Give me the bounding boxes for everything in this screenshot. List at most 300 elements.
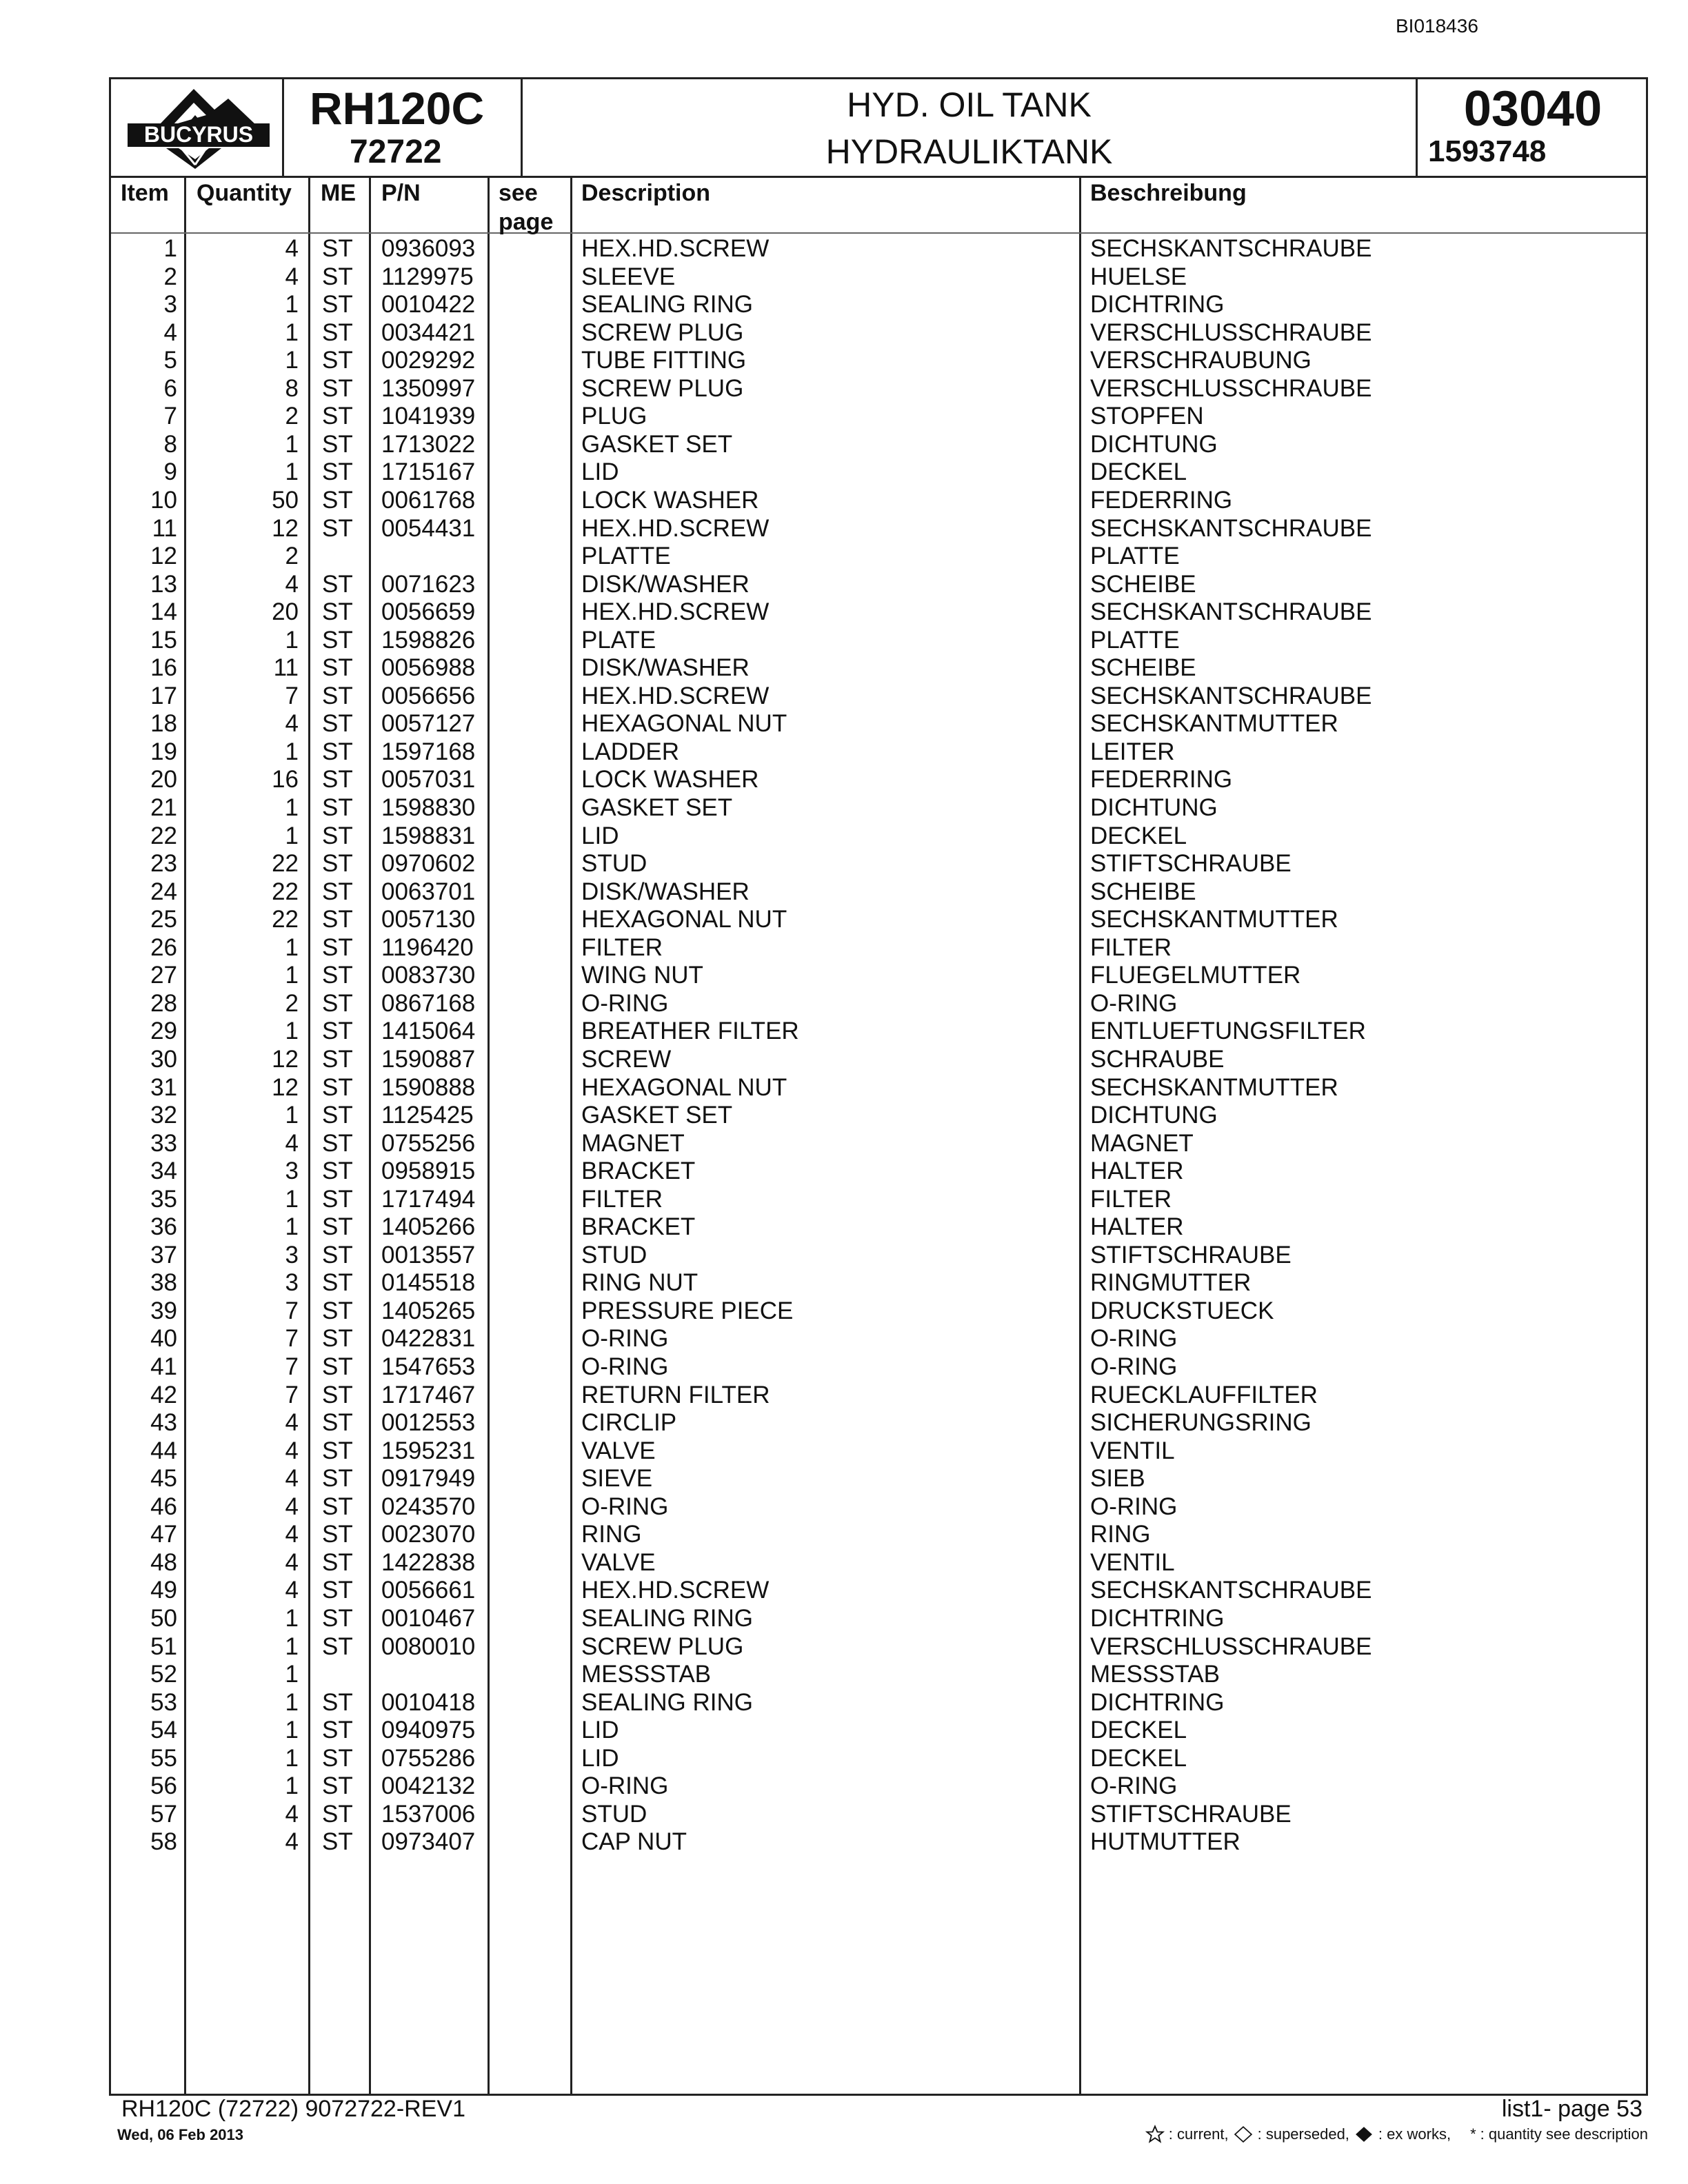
row-me: ST xyxy=(322,1632,353,1660)
row-quantity: 3 xyxy=(285,1269,299,1297)
row-pn: 0056988 xyxy=(381,654,476,682)
row-me: ST xyxy=(322,1381,353,1408)
table-row xyxy=(111,1772,1646,1801)
row-item: 25 xyxy=(150,906,177,933)
row-quantity: 1 xyxy=(285,1661,299,1688)
row-quantity: 1 xyxy=(285,291,299,318)
table-row xyxy=(111,1465,1646,1493)
document-id: BI018436 xyxy=(1396,15,1478,37)
row-beschreibung: SCHEIBE xyxy=(1090,570,1196,598)
row-quantity: 1 xyxy=(285,1102,299,1129)
row-me: ST xyxy=(322,1717,353,1744)
row-quantity: 3 xyxy=(285,1241,299,1268)
row-description: CAP NUT xyxy=(581,1828,687,1856)
row-pn: 0917949 xyxy=(381,1465,476,1493)
row-beschreibung: VERSCHLUSSCHRAUBE xyxy=(1090,318,1372,346)
row-pn: 0010418 xyxy=(381,1688,476,1716)
row-beschreibung: SECHSKANTSCHRAUBE xyxy=(1090,514,1372,542)
col-header-pn: P/N xyxy=(381,180,421,206)
row-pn: 1595231 xyxy=(381,1437,476,1464)
row-quantity: 12 xyxy=(272,1073,299,1101)
row-quantity: 4 xyxy=(285,1465,299,1493)
row-me: ST xyxy=(322,850,353,878)
row-me: ST xyxy=(322,933,353,961)
row-me: ST xyxy=(322,1129,353,1157)
row-beschreibung: PLATTE xyxy=(1090,543,1180,570)
row-description: FILTER xyxy=(581,1185,663,1213)
row-me: ST xyxy=(322,458,353,486)
row-description: O-RING xyxy=(581,1353,669,1380)
row-pn: 1598831 xyxy=(381,822,476,849)
row-description: GASKET SET xyxy=(581,430,733,458)
row-beschreibung: DECKEL xyxy=(1090,822,1187,849)
row-item: 19 xyxy=(150,738,177,765)
row-beschreibung: DICHTRING xyxy=(1090,291,1225,318)
table-row xyxy=(111,1297,1646,1326)
footer-page-ref: list1- page 53 xyxy=(1501,2096,1642,2122)
row-me: ST xyxy=(322,1325,353,1353)
table-row xyxy=(111,1269,1646,1297)
row-pn: 1415064 xyxy=(381,1018,476,1045)
row-pn: 0057127 xyxy=(381,710,476,738)
table-row xyxy=(111,1186,1646,1214)
row-pn: 0012553 xyxy=(381,1409,476,1437)
row-quantity: 2 xyxy=(285,989,299,1017)
row-beschreibung: DICHTRING xyxy=(1090,1688,1225,1716)
table-row xyxy=(111,1325,1646,1353)
row-pn: 1547653 xyxy=(381,1353,476,1380)
row-description: STUD xyxy=(581,1800,647,1828)
row-quantity: 1 xyxy=(285,933,299,961)
row-pn: 0056659 xyxy=(381,598,476,626)
row-description: HEXAGONAL NUT xyxy=(581,906,787,933)
row-description: PLATE xyxy=(581,626,656,654)
row-pn: 0071623 xyxy=(381,570,476,598)
row-me: ST xyxy=(322,962,353,989)
footer-legend xyxy=(1145,2125,1648,2144)
table-row xyxy=(111,431,1646,459)
table-row xyxy=(111,627,1646,655)
row-item: 5 xyxy=(163,347,177,374)
row-item: 47 xyxy=(150,1521,177,1548)
row-me: ST xyxy=(322,374,353,402)
row-description: SCREW PLUG xyxy=(581,1632,744,1660)
row-pn: 0867168 xyxy=(381,989,476,1017)
row-pn: 0034421 xyxy=(381,318,476,346)
legend-current: : current, xyxy=(1168,2125,1229,2143)
table-row xyxy=(111,990,1646,1018)
row-beschreibung: DECKEL xyxy=(1090,458,1187,486)
row-beschreibung: RINGMUTTER xyxy=(1090,1269,1252,1297)
table-row xyxy=(111,263,1646,292)
legend-qty-mark: * xyxy=(1470,2125,1476,2143)
row-quantity: 1 xyxy=(285,822,299,849)
row-item: 12 xyxy=(150,543,177,570)
row-quantity: 1 xyxy=(285,1604,299,1632)
row-description: HEX.HD.SCREW xyxy=(581,598,770,626)
row-pn: 0010422 xyxy=(381,291,476,318)
row-pn: 0145518 xyxy=(381,1269,476,1297)
table-row xyxy=(111,1437,1646,1466)
row-item: 49 xyxy=(150,1577,177,1604)
row-beschreibung: STIFTSCHRAUBE xyxy=(1090,1800,1292,1828)
row-pn: 0080010 xyxy=(381,1632,476,1660)
row-quantity: 1 xyxy=(285,962,299,989)
row-pn: 0755286 xyxy=(381,1744,476,1772)
table-row xyxy=(111,1353,1646,1382)
row-description: SLEEVE xyxy=(581,263,676,290)
row-description: SCREW PLUG xyxy=(581,374,744,402)
row-pn: 0029292 xyxy=(381,347,476,374)
row-pn: 1715167 xyxy=(381,458,476,486)
table-row xyxy=(111,1633,1646,1661)
row-pn: 1590887 xyxy=(381,1045,476,1073)
row-quantity: 2 xyxy=(285,403,299,430)
row-me: ST xyxy=(322,598,353,626)
row-pn: 0010467 xyxy=(381,1604,476,1632)
title-block xyxy=(111,79,1646,178)
row-description: LID xyxy=(581,1744,619,1772)
row-pn: 0056656 xyxy=(381,682,476,709)
row-me: ST xyxy=(322,291,353,318)
col-header-me: ME xyxy=(321,180,356,206)
row-beschreibung: DICHTUNG xyxy=(1090,794,1218,821)
row-me: ST xyxy=(322,794,353,821)
row-description: RING NUT xyxy=(581,1269,699,1297)
row-me: ST xyxy=(322,1185,353,1213)
table-row xyxy=(111,403,1646,431)
row-item: 34 xyxy=(150,1157,177,1185)
row-me: ST xyxy=(322,1102,353,1129)
row-description: SEALING RING xyxy=(581,1604,753,1632)
row-pn: 0063701 xyxy=(381,878,476,905)
row-me: ST xyxy=(322,1688,353,1716)
row-description: LID xyxy=(581,458,619,486)
row-me: ST xyxy=(322,1577,353,1604)
row-item: 58 xyxy=(150,1828,177,1856)
group-number: 03040 xyxy=(1463,81,1602,136)
row-me: ST xyxy=(322,263,353,290)
row-item: 21 xyxy=(150,794,177,821)
row-description: SCREW xyxy=(581,1045,672,1073)
row-me: ST xyxy=(322,1744,353,1772)
row-quantity: 1 xyxy=(285,794,299,821)
table-row xyxy=(111,235,1646,263)
row-item: 44 xyxy=(150,1437,177,1464)
table-row xyxy=(111,1605,1646,1633)
row-item: 40 xyxy=(150,1325,177,1353)
row-quantity: 4 xyxy=(285,1437,299,1464)
row-pn: 0958915 xyxy=(381,1157,476,1185)
row-me: ST xyxy=(322,1493,353,1520)
row-beschreibung: STIFTSCHRAUBE xyxy=(1090,1241,1292,1268)
row-item: 10 xyxy=(150,486,177,514)
row-pn: 1196420 xyxy=(381,933,474,961)
row-description: O-RING xyxy=(581,989,669,1017)
row-description: VALVE xyxy=(581,1437,656,1464)
table-row xyxy=(111,347,1646,375)
row-beschreibung: VERSCHRAUBUNG xyxy=(1090,347,1312,374)
row-quantity: 3 xyxy=(285,1157,299,1185)
table-row xyxy=(111,1242,1646,1270)
row-quantity: 22 xyxy=(272,878,299,905)
row-quantity: 12 xyxy=(272,514,299,542)
row-quantity: 1 xyxy=(285,458,299,486)
table-row xyxy=(111,375,1646,403)
table-row xyxy=(111,710,1646,738)
row-description: SEALING RING xyxy=(581,1688,753,1716)
row-beschreibung: SIEB xyxy=(1090,1465,1145,1493)
row-item: 48 xyxy=(150,1548,177,1576)
legend-exworks: : ex works, xyxy=(1378,2125,1451,2143)
row-pn: 1598826 xyxy=(381,626,476,654)
table-row xyxy=(111,1745,1646,1773)
row-item: 54 xyxy=(150,1717,177,1744)
row-beschreibung: SECHSKANTSCHRAUBE xyxy=(1090,235,1372,262)
parts-list-frame xyxy=(109,77,1648,2096)
row-pn: 1713022 xyxy=(381,430,476,458)
row-quantity: 12 xyxy=(272,1045,299,1073)
row-item: 38 xyxy=(150,1269,177,1297)
title-german: HYDRAULIKTANK xyxy=(825,132,1113,171)
row-beschreibung: HALTER xyxy=(1090,1213,1184,1241)
row-description: RING xyxy=(581,1521,642,1548)
row-pn: 0023070 xyxy=(381,1521,476,1548)
row-beschreibung: MAGNET xyxy=(1090,1129,1194,1157)
row-quantity: 16 xyxy=(272,766,299,793)
row-quantity: 2 xyxy=(285,543,299,570)
row-quantity: 7 xyxy=(285,1381,299,1408)
row-item: 28 xyxy=(150,989,177,1017)
row-me: ST xyxy=(322,1409,353,1437)
row-item: 14 xyxy=(150,598,177,626)
table-row xyxy=(111,1018,1646,1046)
row-beschreibung: LEITER xyxy=(1090,738,1175,765)
table-row xyxy=(111,1661,1646,1689)
table-row xyxy=(111,1102,1646,1130)
row-pn: 0083730 xyxy=(381,962,476,989)
row-me: ST xyxy=(322,486,353,514)
row-pn: 0057031 xyxy=(381,766,476,793)
row-me: ST xyxy=(322,1073,353,1101)
row-quantity: 22 xyxy=(272,850,299,878)
row-beschreibung: DECKEL xyxy=(1090,1717,1187,1744)
row-pn: 0056661 xyxy=(381,1577,476,1604)
row-quantity: 1 xyxy=(285,1717,299,1744)
row-beschreibung: DECKEL xyxy=(1090,1744,1187,1772)
row-quantity: 1 xyxy=(285,1632,299,1660)
row-quantity: 1 xyxy=(285,347,299,374)
row-description: LOCK WASHER xyxy=(581,486,759,514)
row-beschreibung: HUTMUTTER xyxy=(1090,1828,1240,1856)
row-beschreibung: PLATTE xyxy=(1090,626,1180,654)
row-quantity: 4 xyxy=(285,1493,299,1520)
row-beschreibung: VENTIL xyxy=(1090,1548,1175,1576)
row-beschreibung: VERSCHLUSSCHRAUBE xyxy=(1090,1632,1372,1660)
row-quantity: 8 xyxy=(285,374,299,402)
star-outline-icon xyxy=(1145,2125,1165,2144)
row-description: HEXAGONAL NUT xyxy=(581,710,787,738)
row-quantity: 1 xyxy=(285,1688,299,1716)
row-beschreibung: STIFTSCHRAUBE xyxy=(1090,850,1292,878)
row-description: LID xyxy=(581,822,619,849)
row-pn: 0061768 xyxy=(381,486,476,514)
row-item: 29 xyxy=(150,1018,177,1045)
row-quantity: 7 xyxy=(285,1297,299,1324)
row-item: 9 xyxy=(163,458,177,486)
row-pn: 1125425 xyxy=(381,1102,474,1129)
table-row xyxy=(111,1801,1646,1829)
row-quantity: 1 xyxy=(285,738,299,765)
row-me: ST xyxy=(322,682,353,709)
row-item: 37 xyxy=(150,1241,177,1268)
row-item: 20 xyxy=(150,766,177,793)
diamond-outline-icon xyxy=(1233,2125,1254,2143)
row-pn: 1590888 xyxy=(381,1073,476,1101)
row-quantity: 7 xyxy=(285,682,299,709)
row-pn: 0755256 xyxy=(381,1129,476,1157)
table-row xyxy=(111,1130,1646,1158)
table-row xyxy=(111,571,1646,599)
row-quantity: 22 xyxy=(272,906,299,933)
table-row xyxy=(111,1493,1646,1521)
row-description: FILTER xyxy=(581,933,663,961)
row-pn: 1598830 xyxy=(381,794,476,821)
row-item: 6 xyxy=(163,374,177,402)
row-item: 7 xyxy=(163,403,177,430)
col-header-description: Description xyxy=(581,180,711,206)
table-row xyxy=(111,850,1646,878)
row-me: ST xyxy=(322,989,353,1017)
row-beschreibung: SCHEIBE xyxy=(1090,654,1196,682)
row-me: ST xyxy=(322,318,353,346)
table-row xyxy=(111,1717,1646,1745)
row-quantity: 4 xyxy=(285,263,299,290)
row-beschreibung: SCHEIBE xyxy=(1090,878,1196,905)
row-quantity: 1 xyxy=(285,1018,299,1045)
row-me: ST xyxy=(322,514,353,542)
row-item: 15 xyxy=(150,626,177,654)
row-item: 13 xyxy=(150,570,177,598)
row-quantity: 1 xyxy=(285,1185,299,1213)
row-me: ST xyxy=(322,1604,353,1632)
row-item: 31 xyxy=(150,1073,177,1101)
row-beschreibung: ENTLUEFTUNGSFILTER xyxy=(1090,1018,1366,1045)
table-row xyxy=(111,1549,1646,1577)
row-description: BRACKET xyxy=(581,1157,696,1185)
row-description: SEALING RING xyxy=(581,291,753,318)
row-beschreibung: DICHTUNG xyxy=(1090,1102,1218,1129)
row-beschreibung: FLUEGELMUTTER xyxy=(1090,962,1301,989)
row-beschreibung: FEDERRING xyxy=(1090,766,1233,793)
row-item: 53 xyxy=(150,1688,177,1716)
diamond-filled-icon xyxy=(1354,2125,1374,2143)
row-me: ST xyxy=(322,1800,353,1828)
row-description: STUD xyxy=(581,1241,647,1268)
col-header-quantity: Quantity xyxy=(197,180,292,206)
row-pn: 1405266 xyxy=(381,1213,476,1241)
row-beschreibung: O-RING xyxy=(1090,1325,1178,1353)
row-item: 32 xyxy=(150,1102,177,1129)
row-pn: 0243570 xyxy=(381,1493,476,1520)
table-row xyxy=(111,458,1646,487)
row-item: 22 xyxy=(150,822,177,849)
row-quantity: 1 xyxy=(285,1744,299,1772)
table-row xyxy=(111,1521,1646,1549)
row-item: 56 xyxy=(150,1772,177,1800)
row-pn: 1717494 xyxy=(381,1185,476,1213)
row-item: 27 xyxy=(150,962,177,989)
row-me: ST xyxy=(322,738,353,765)
machine-model: RH120C xyxy=(310,83,485,134)
col-header-item: Item xyxy=(121,180,169,206)
row-me: ST xyxy=(322,1045,353,1073)
row-quantity: 4 xyxy=(285,1800,299,1828)
row-description: SCREW PLUG xyxy=(581,318,744,346)
machine-serial: 72722 xyxy=(350,134,442,170)
row-item: 16 xyxy=(150,654,177,682)
row-item: 1 xyxy=(163,235,177,262)
row-me: ST xyxy=(322,626,353,654)
row-beschreibung: SICHERUNGSRING xyxy=(1090,1409,1312,1437)
row-pn: 1350997 xyxy=(381,374,476,402)
row-me: ST xyxy=(322,1521,353,1548)
row-me: ST xyxy=(322,1437,353,1464)
row-beschreibung: VENTIL xyxy=(1090,1437,1175,1464)
row-me: ST xyxy=(322,710,353,738)
row-description: GASKET SET xyxy=(581,794,733,821)
table-row xyxy=(111,682,1646,711)
row-me: ST xyxy=(322,1269,353,1297)
group-subnumber: 1593748 xyxy=(1428,134,1547,168)
row-me: ST xyxy=(322,1353,353,1380)
row-me: ST xyxy=(322,1828,353,1856)
table-row xyxy=(111,654,1646,682)
row-description: GASKET SET xyxy=(581,1102,733,1129)
footer-date: Wed, 06 Feb 2013 xyxy=(117,2126,244,2143)
row-item: 17 xyxy=(150,682,177,709)
table-row xyxy=(111,543,1646,571)
row-me: ST xyxy=(322,1213,353,1241)
row-description: SIEVE xyxy=(581,1465,653,1493)
row-quantity: 4 xyxy=(285,570,299,598)
row-item: 55 xyxy=(150,1744,177,1772)
row-pn: 0970602 xyxy=(381,850,476,878)
row-pn: 1405265 xyxy=(381,1297,476,1324)
table-row xyxy=(111,515,1646,543)
row-description: VALVE xyxy=(581,1548,656,1576)
table-row xyxy=(111,1046,1646,1074)
row-beschreibung: SECHSKANTSCHRAUBE xyxy=(1090,598,1372,626)
row-item: 45 xyxy=(150,1465,177,1493)
row-description: MAGNET xyxy=(581,1129,685,1157)
row-item: 46 xyxy=(150,1493,177,1520)
row-quantity: 50 xyxy=(272,486,299,514)
row-description: DISK/WASHER xyxy=(581,654,750,682)
row-description: HEX.HD.SCREW xyxy=(581,682,770,709)
row-beschreibung: SECHSKANTSCHRAUBE xyxy=(1090,1577,1372,1604)
legend-qty: : quantity see description xyxy=(1480,2125,1648,2143)
table-row xyxy=(111,1689,1646,1717)
row-description: WING NUT xyxy=(581,962,703,989)
row-item: 43 xyxy=(150,1409,177,1437)
row-quantity: 4 xyxy=(285,1548,299,1576)
row-item: 51 xyxy=(150,1632,177,1660)
row-quantity: 1 xyxy=(285,626,299,654)
row-description: MESSSTAB xyxy=(581,1661,712,1688)
table-row xyxy=(111,1074,1646,1102)
row-me: ST xyxy=(322,1772,353,1800)
